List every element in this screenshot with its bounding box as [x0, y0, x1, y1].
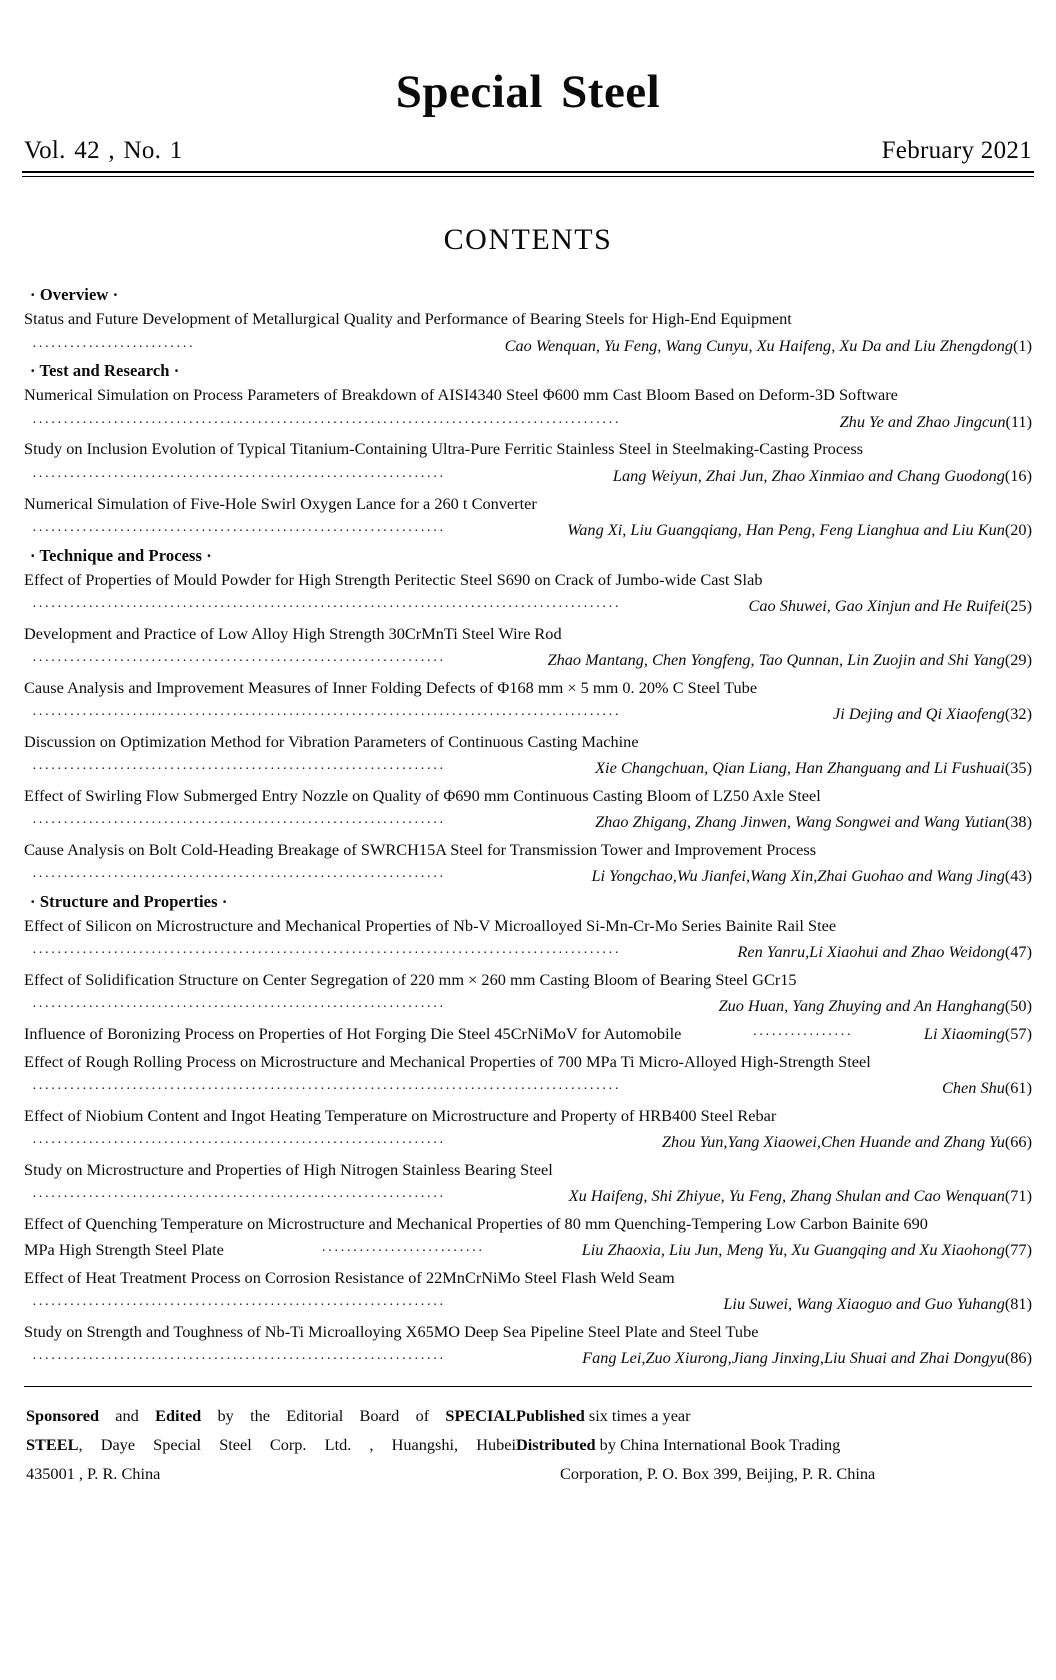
- toc-entry[interactable]: [24, 306, 1032, 359]
- entry-authors: Fang Lei,Zuo Xiurong,Jiang Jinxing,Liu Shuai and Zhai Dongyu: [582, 1348, 1005, 1368]
- leader-dots: ······························································································: [32, 946, 621, 962]
- toc-entry[interactable]: [24, 1021, 1032, 1048]
- footer-sponsored-label: Sponsored: [26, 1406, 99, 1426]
- entry-page: (11): [1005, 411, 1032, 431]
- entry-authors-row: [24, 1345, 1032, 1372]
- entry-authors: Cao Wenquan, Yu Feng, Wang Cunyu, Xu Haifeng, Xu Da and Liu Zhengdong: [504, 335, 1014, 355]
- entry-title: Effect of Swirling Flow Submerged Entry Nozzle on Quality of Φ690 mm Continuous Casting Bloom of LZ50 Axle Steel: [24, 785, 821, 805]
- entry-page: (32): [1004, 704, 1032, 724]
- leader-dots: ······························································································: [32, 708, 621, 724]
- leader-dots: ······························································································: [32, 415, 621, 431]
- entry-title: Effect of Silicon on Microstructure and Mechanical Properties of Nb-V Microalloyed Si-Mn-Cr-Mo Series Bainite Rail Stee: [24, 915, 837, 935]
- leader-dots: ················: [752, 1028, 853, 1044]
- entry-title: Effect of Rough Rolling Process on Microstructure and Mechanical Properties of 700 MPa Ti Micro-Alloyed High-Strength Steel: [24, 1051, 871, 1071]
- leader-dots: ······························································································: [32, 599, 621, 615]
- footer-right-line-1: [516, 1401, 1030, 1430]
- leader-dots: ··································································: [32, 1190, 446, 1206]
- toc-entry[interactable]: [24, 783, 1032, 836]
- entry-title: Development and Practice of Low Alloy High Strength 30CrMnTi Steel Wire Rod: [24, 623, 562, 643]
- footer-distributed-label: Distributed: [516, 1435, 596, 1455]
- entry-page: (25): [1004, 595, 1032, 615]
- entry-page: (47): [1004, 942, 1032, 962]
- entry-page: (16): [1004, 465, 1032, 485]
- toc-entry[interactable]: [24, 382, 1032, 435]
- entry-authors: Zuo Huan, Yang Zhuying and An Hanghang: [718, 996, 1005, 1016]
- footer-publisher-column: [516, 1401, 1030, 1488]
- section-heading-structure-and-properties: · Structure and Properties ·: [30, 891, 228, 911]
- footer-right-text-2b: by China International Book Trading: [595, 1435, 841, 1455]
- footer-right-line-3: Corporation, P. O. Box 399, Beijing, P. R. China: [560, 1464, 876, 1484]
- footer-right-text-1b: six times a year: [584, 1406, 691, 1426]
- toc-entry[interactable]: [24, 675, 1032, 728]
- entry-title-continuation-row: [24, 1237, 1032, 1264]
- entry-authors-row: [24, 1129, 1032, 1156]
- leader-dots: ··························: [32, 339, 195, 355]
- entry-page: (71): [1004, 1186, 1032, 1206]
- entry-title: Effect of Solidification Structure on Center Segregation of 220 mm × 260 mm Casting Bloom of Bearing Steel GCr15: [24, 970, 797, 990]
- footer: [22, 1401, 1034, 1488]
- entry-authors: Chen Shu: [942, 1078, 1005, 1098]
- entry-authors-row: [24, 463, 1032, 490]
- entry-page: (50): [1004, 996, 1032, 1016]
- entry-title: Status and Future Development of Metallurgical Quality and Performance of Bearing Steels for High-End Equipment: [24, 309, 792, 329]
- section-heading-test-and-research: · Test and Research ·: [30, 361, 180, 381]
- footer-right-line-2: [516, 1430, 1030, 1459]
- footer-left-line-2: [26, 1430, 516, 1459]
- entry-inline-row: [24, 1021, 1032, 1048]
- leader-dots: ··································································: [32, 1000, 446, 1016]
- toc-entry[interactable]: [24, 729, 1032, 782]
- toc-entry[interactable]: [24, 436, 1032, 489]
- entry-authors-row: [24, 517, 1032, 544]
- leader-dots: ··································································: [32, 469, 446, 485]
- toc-entry[interactable]: [24, 1103, 1032, 1156]
- entry-page: (61): [1004, 1078, 1032, 1098]
- entry-authors-row: [24, 593, 1032, 620]
- toc-entry[interactable]: [24, 967, 1032, 1020]
- toc-entry[interactable]: [24, 1049, 1032, 1102]
- entry-title: Effect of Quenching Temperature on Microstructure and Mechanical Properties of 80 mm Quenching-Tempering Low Carbon Bainite 690: [24, 1213, 928, 1233]
- entry-page: (81): [1004, 1294, 1032, 1314]
- entry-page: (57): [1004, 1024, 1032, 1044]
- entry-page: (38): [1004, 812, 1032, 832]
- entry-authors: Li Yongchao,Wu Jianfei,Wang Xin,Zhai Guohao and Wang Jing: [591, 866, 1005, 886]
- toc-entry[interactable]: [24, 491, 1032, 544]
- entry-authors-row: [24, 863, 1032, 890]
- entry-title: Cause Analysis and Improvement Measures of Inner Folding Defects of Φ168 mm × 5 mm 0. 20% C Steel Tube: [24, 677, 758, 697]
- issue-line: [22, 137, 1034, 165]
- entry-authors: Xu Haifeng, Shi Zhiyue, Yu Feng, Zhang Shulan and Cao Wenquan: [568, 1186, 1005, 1206]
- entry-title: Cause Analysis on Bolt Cold-Heading Breakage of SWRCH15A Steel for Transmission Tower and Improvement Process: [24, 839, 817, 859]
- entry-title: Study on Microstructure and Properties of High Nitrogen Stainless Bearing Steel: [24, 1159, 553, 1179]
- toc-entry[interactable]: [24, 837, 1032, 890]
- entry-page: (86): [1004, 1348, 1032, 1368]
- contents-heading: CONTENTS: [443, 223, 613, 257]
- entry-authors: Cao Shuwei, Gao Xinjun and He Ruifei: [748, 595, 1005, 615]
- entry-authors: Ji Dejing and Qi Xiaofeng: [833, 704, 1005, 724]
- entry-authors: Xie Changchuan, Qian Liang, Han Zhanguang and Li Fushuai: [595, 758, 1005, 778]
- entry-authors-row: [24, 409, 1032, 436]
- footer-left-line-1: [26, 1401, 516, 1430]
- entry-authors: Zhao Mantang, Chen Yongfeng, Tao Qunnan, Lin Zuojin and Shi Yang: [547, 650, 1005, 670]
- footer-published-label: Published: [516, 1406, 585, 1426]
- leader-dots: ··································································: [32, 1298, 446, 1314]
- toc-entry[interactable]: [24, 1157, 1032, 1210]
- toc-entry[interactable]: [24, 913, 1032, 966]
- footer-left-line-3: 435001 , P. R. China: [26, 1464, 161, 1484]
- entry-page: (35): [1004, 758, 1032, 778]
- journal-title: Special Steel: [395, 66, 661, 118]
- entry-authors: Ren Yanru,Li Xiaohui and Zhao Weidong: [737, 942, 1005, 962]
- entry-authors: Liu Suwei, Wang Xiaoguo and Guo Yuhang: [723, 1294, 1005, 1314]
- issue-date: February 2021: [881, 137, 1032, 165]
- toc-entry[interactable]: [24, 1319, 1032, 1372]
- volume-issue: Vol. 42 , No. 1: [24, 137, 183, 165]
- entry-authors: Liu Zhaoxia, Liu Jun, Meng Yu, Xu Guangqing and Xu Xiaohong: [581, 1240, 1005, 1260]
- entry-page: (20): [1004, 519, 1032, 539]
- entry-authors: Zhou Yun,Yang Xiaowei,Chen Huande and Zhang Yu: [662, 1132, 1005, 1152]
- entry-title-continuation: MPa High Strength Steel Plate: [24, 1240, 224, 1260]
- leader-dots: ··································································: [32, 654, 446, 670]
- entry-authors-row: [24, 701, 1032, 728]
- entry-title: Numerical Simulation on Process Parameters of Breakdown of AISI4340 Steel Φ600 mm Cast Bloom Based on Deform-3D Software: [24, 385, 898, 405]
- entry-authors-row: [24, 993, 1032, 1020]
- entry-authors-row: [24, 1291, 1032, 1318]
- toc-entry[interactable]: [24, 621, 1032, 674]
- entry-authors-row: [24, 647, 1032, 674]
- entry-title: Numerical Simulation of Five-Hole Swirl Oxygen Lance for a 260 t Converter: [24, 493, 537, 513]
- toc-entry[interactable]: [24, 1265, 1032, 1318]
- entry-title: Effect of Properties of Mould Powder for High Strength Peritectic Steel S690 on Crack of Jumbo-wide Cast Slab: [24, 569, 763, 589]
- entry-page: (66): [1004, 1132, 1032, 1152]
- footer-sponsor-column: [26, 1401, 516, 1488]
- entry-page: (43): [1004, 866, 1032, 886]
- footer-steel-label: STEEL: [26, 1435, 79, 1455]
- entry-authors-row: [24, 333, 1032, 360]
- toc-entry[interactable]: [24, 567, 1032, 620]
- leader-dots: ··································································: [32, 870, 446, 886]
- footer-left-text-2b: , Daye Special Steel Corp. Ltd. , Huangshi, Hubei: [78, 1435, 516, 1455]
- entry-authors-row: [24, 939, 1032, 966]
- entry-authors-row: [24, 1183, 1032, 1210]
- footer-edited-label: Edited: [155, 1406, 202, 1426]
- entry-authors: Li Xiaoming: [923, 1024, 1005, 1044]
- footer-divider: [24, 1386, 1032, 1387]
- table-of-contents: [22, 285, 1034, 1372]
- entry-authors-row: [24, 809, 1032, 836]
- entry-authors: Zhu Ye and Zhao Jingcun: [839, 411, 1006, 431]
- entry-authors-row: [24, 1075, 1032, 1102]
- entry-page: (77): [1004, 1240, 1032, 1260]
- leader-dots: ··································································: [32, 816, 446, 832]
- leader-dots: ··································································: [32, 1352, 446, 1368]
- entry-title: Study on Strength and Toughness of Nb-Ti Microalloying X65MO Deep Sea Pipeline Steel Plate and Steel Tube: [24, 1322, 759, 1342]
- footer-left-text-1b: and: [99, 1406, 156, 1426]
- entry-title: Influence of Boronizing Process on Properties of Hot Forging Die Steel 45CrNiMoV for Automobile: [24, 1024, 682, 1044]
- toc-entry[interactable]: [24, 1211, 1032, 1264]
- entry-title: Effect of Heat Treatment Process on Corrosion Resistance of 22MnCrNiMo Steel Flash Weld Seam: [24, 1268, 675, 1288]
- leader-dots: ··························: [321, 1244, 485, 1260]
- entry-authors: Zhao Zhigang, Zhang Jinwen, Wang Songwei and Wang Yutian: [595, 812, 1005, 832]
- footer-special-label: SPECIAL: [445, 1406, 516, 1426]
- entry-authors: Wang Xi, Liu Guangqiang, Han Peng, Feng Lianghua and Liu Kun: [567, 519, 1005, 539]
- entry-authors: Lang Weiyun, Zhai Jun, Zhao Xinmiao and Chang Guodong: [612, 465, 1005, 485]
- entry-title: Study on Inclusion Evolution of Typical Titanium-Containing Ultra-Pure Ferritic Stainless Steel in Steelmaking-Casting Process: [24, 439, 864, 459]
- leader-dots: ······························································································: [32, 1082, 621, 1098]
- masthead-divider: [22, 171, 1034, 177]
- leader-dots: ··································································: [32, 762, 446, 778]
- section-heading-overview: · Overview ·: [30, 285, 119, 305]
- entry-page: (29): [1004, 650, 1032, 670]
- entry-title: Discussion on Optimization Method for Vibration Parameters of Continuous Casting Machine: [24, 731, 639, 751]
- entry-page: (1): [1013, 335, 1032, 355]
- footer-left-text-1d: by the Editorial Board of: [201, 1406, 446, 1426]
- leader-dots: ··································································: [32, 1136, 446, 1152]
- entry-authors-row: [24, 755, 1032, 782]
- masthead: [22, 0, 1034, 177]
- section-heading-technique-and-process: · Technique and Process ·: [30, 545, 212, 565]
- leader-dots: ··································································: [32, 523, 446, 539]
- entry-title: Effect of Niobium Content and Ingot Heating Temperature on Microstructure and Property of HRB400 Steel Rebar: [24, 1105, 777, 1125]
